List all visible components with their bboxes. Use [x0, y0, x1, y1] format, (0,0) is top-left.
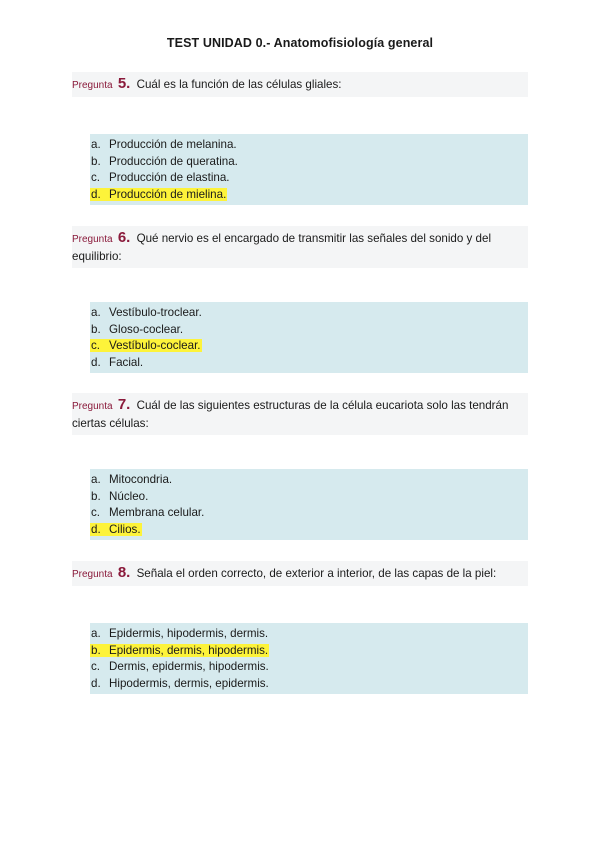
option-a[interactable] [90, 137, 528, 154]
option-text: Epidermis, hipodermis, dermis. [109, 627, 269, 640]
option-text: Producción de elastina. [109, 171, 230, 185]
question-number: 6. [117, 229, 131, 246]
option-letter: b. [91, 489, 101, 503]
option-b[interactable] [90, 154, 528, 171]
question-word: Pregunta [72, 234, 113, 245]
option-text: Epidermis, dermis, hipodermis. [109, 643, 269, 657]
question-header [72, 393, 528, 435]
question-text: Cuál de las siguientes estructuras de la célula eucariota solo las tendrán ciertas células: [72, 399, 509, 430]
option-letter: c. [91, 506, 101, 520]
question-text: Cuál es la función de las células gliales: [136, 78, 342, 91]
option-letter: d. [91, 676, 101, 690]
option-text: Dermis, epidermis, hipodermis. [109, 660, 269, 674]
option-letter: b. [91, 643, 101, 657]
option-text: Producción de queratina. [109, 154, 238, 168]
option-letter: d. [91, 187, 101, 201]
option-d-selected[interactable] [90, 522, 528, 539]
question-number: 8. [117, 564, 131, 581]
option-a[interactable] [90, 305, 528, 322]
question-word: Pregunta [72, 401, 113, 412]
option-b[interactable] [90, 489, 528, 506]
question-8 [72, 561, 528, 690]
option-text: Vestíbulo-coclear. [109, 339, 201, 353]
option-c-selected[interactable] [90, 338, 528, 355]
question-7 [72, 393, 528, 536]
option-text: Núcleo. [109, 489, 149, 503]
option-text: Mitocondria. [109, 473, 173, 486]
option-a[interactable] [90, 472, 528, 489]
page-title: TEST UNIDAD 0.- Anatomofisiología general [166, 36, 434, 50]
question-6 [72, 226, 528, 369]
question-5 [72, 72, 528, 201]
option-letter: d. [91, 355, 101, 369]
question-number: 7. [117, 396, 131, 413]
question-header [72, 226, 528, 268]
option-text: Producción de mielina. [109, 187, 227, 201]
option-letter: c. [91, 339, 101, 353]
answer-list [90, 469, 528, 540]
option-text: Hipodermis, dermis, epidermis. [109, 676, 269, 690]
question-header [72, 72, 528, 97]
option-text: Gloso-coclear. [109, 322, 184, 336]
option-text: Producción de melanina. [109, 138, 237, 151]
option-text: Membrana celular. [109, 506, 205, 520]
option-c[interactable] [90, 505, 528, 522]
option-letter: a. [91, 627, 101, 640]
option-letter: c. [91, 171, 101, 185]
option-b[interactable] [90, 322, 528, 339]
option-a[interactable] [90, 626, 528, 643]
question-header [72, 561, 528, 586]
answer-list [90, 623, 528, 694]
option-text: Cilios. [109, 522, 141, 536]
option-letter: c. [91, 660, 101, 674]
option-d-selected[interactable] [90, 187, 528, 204]
option-c[interactable] [90, 170, 528, 187]
option-text: Vestíbulo-troclear. [109, 306, 202, 319]
answer-list [90, 134, 528, 205]
option-d[interactable] [90, 676, 528, 693]
option-letter: b. [91, 322, 101, 336]
option-letter: b. [91, 154, 101, 168]
question-word: Pregunta [72, 80, 113, 91]
question-word: Pregunta [72, 569, 113, 580]
option-c[interactable] [90, 659, 528, 676]
option-letter: a. [91, 138, 101, 151]
option-b-selected[interactable] [90, 643, 528, 660]
option-d[interactable] [90, 355, 528, 372]
question-text: Señala el orden correcto, de exterior a interior, de las capas de la piel: [136, 567, 497, 580]
option-letter: a. [91, 473, 101, 486]
option-letter: a. [91, 306, 101, 319]
option-letter: d. [91, 522, 101, 536]
answer-list [90, 302, 528, 373]
option-text: Facial. [109, 355, 144, 369]
question-number: 5. [117, 75, 131, 92]
question-text: Qué nervio es el encargado de transmitir las señales del sonido y del equilibrio: [72, 232, 492, 263]
